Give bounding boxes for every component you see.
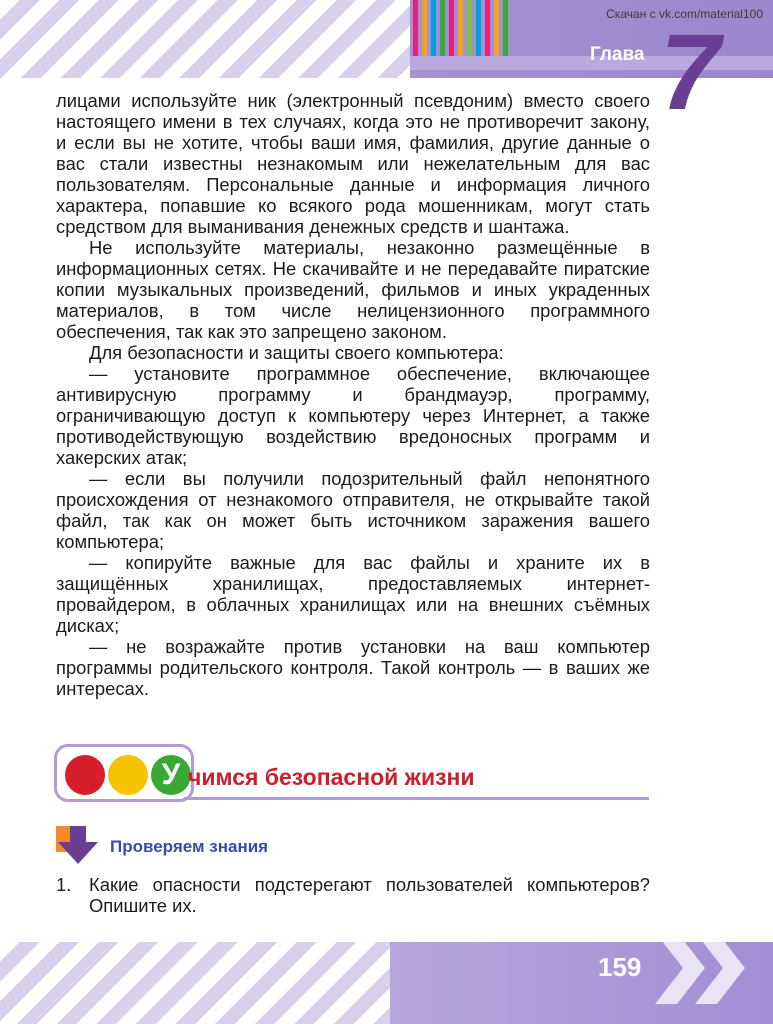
- footer-stripes: [0, 942, 430, 1024]
- color-bar: [413, 0, 418, 56]
- body-text: [56, 90, 650, 699]
- color-bar: [449, 0, 454, 56]
- red-light-icon: [65, 755, 105, 795]
- color-bar: [503, 0, 508, 56]
- color-bar: [467, 0, 472, 56]
- header-stripes: [0, 0, 450, 78]
- traffic-light-frame: [54, 744, 194, 802]
- banner-underline: [184, 797, 649, 800]
- section-banner: [54, 744, 649, 804]
- color-bar: [494, 0, 499, 56]
- paragraph: Для безопасности и защиты своего компьютера:: [89, 342, 504, 363]
- color-bar: [431, 0, 436, 56]
- banner-title: чимся безопасной жизни: [188, 764, 475, 790]
- color-bar: [458, 0, 463, 56]
- chapter-label: Глава: [590, 44, 645, 65]
- list-item: — не возражайте против установки на ваш компьютер программы родительского контроля. Такой контроль — в ваших же интересах.: [56, 636, 650, 699]
- question-item: [56, 874, 650, 916]
- source-watermark: Скачан с vk.com/material100: [606, 7, 763, 21]
- green-light-icon: У: [151, 755, 191, 795]
- list-item: — если вы получили подозрительный файл непонятного происхождения от незнакомого отправителя, не открывайте такой файл, так как он может быть источником заражения вашего компьютера;: [56, 468, 650, 552]
- list-item: — копируйте важные для вас файлы и храните их в защищённых хранилищах, предоставляемых интернет-провайдером, в облачных хранилищах или на внешних съёмных дисках;: [56, 552, 650, 636]
- color-bar: [485, 0, 490, 56]
- color-bars: [413, 0, 508, 56]
- paragraph: лицами используйте ник (электронный псевдоним) вместо своего настоящего имени в тех случаях, когда это не противоречит закону, и если вы не хотите, чтобы ваши имя, фамилия, другие данные о вас стали известны незнакомым или нежелательным для вас пользователям. Персональные данные и информация личного характера, попавшие ко всякого рода мошенникам, могут стать средством для выманивания денежных средств и шантажа.: [56, 90, 650, 237]
- check-knowledge-icon: [56, 826, 102, 866]
- next-chevron-icon: [655, 928, 765, 1008]
- color-bar: [476, 0, 481, 56]
- list-item: — установите программное обеспечение, включающее антивирусную программу и брандмауэр, программу, ограничивающую доступ к компьютеру через Интернет, а также противодействующую воздействию вредоносных программ и хакерских атак;: [56, 363, 650, 468]
- yellow-light-icon: [108, 755, 148, 795]
- page-number: 159: [598, 952, 642, 982]
- paragraph: Не используйте материалы, незаконно размещённые в информационных сетях. Не скачивайте и не передавайте пиратские копии музыкальных произведений, фильмов и иных украденных материалов, в том числе нелицензионного программного обеспечения, так как это запрещено законом.: [56, 237, 650, 342]
- question-text: Какие опасности подстерегают пользователей компьютеров? Опишите их.: [89, 874, 650, 916]
- chapter-number: 7: [660, 11, 721, 132]
- check-knowledge-title: Проверяем знания: [110, 837, 269, 856]
- color-bar: [422, 0, 427, 56]
- question-number: 1.: [56, 874, 72, 895]
- color-bar: [440, 0, 445, 56]
